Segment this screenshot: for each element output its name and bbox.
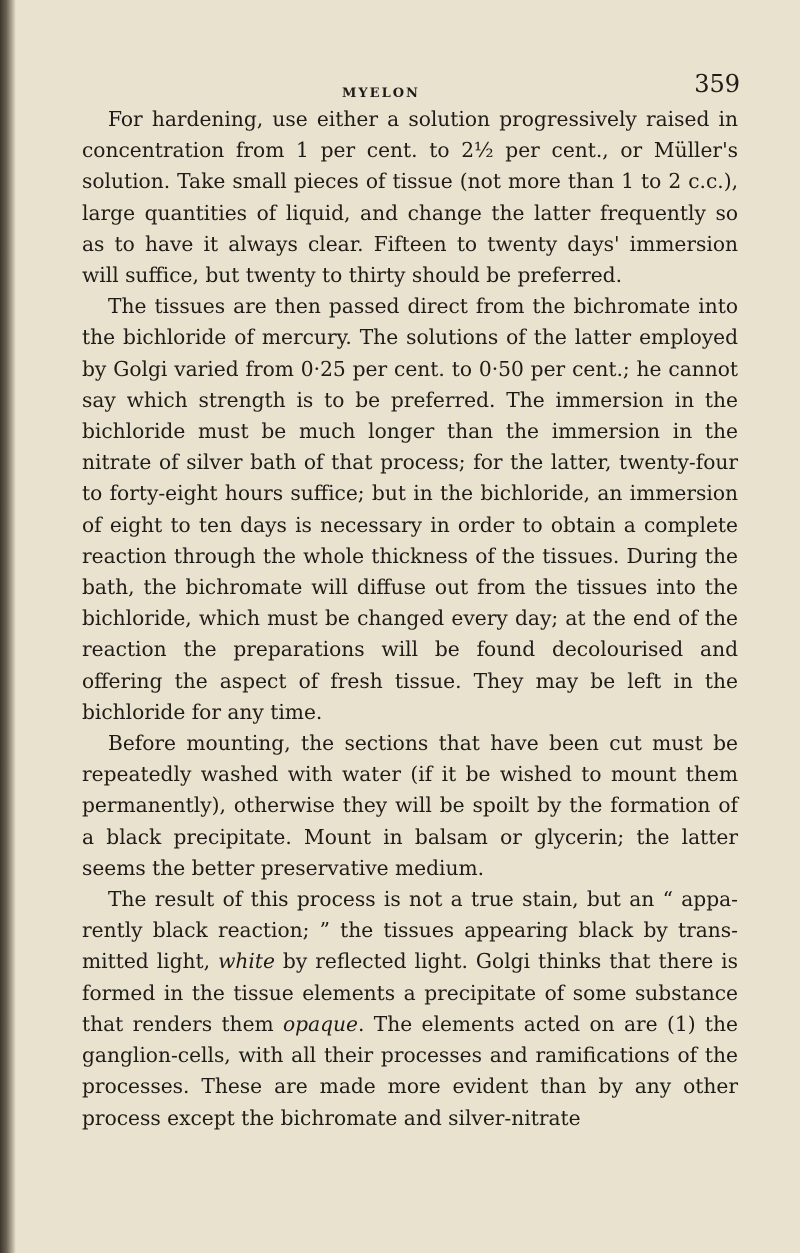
result-text-part-1: The result of this process is not a true stain, but an “ apparently black reaction; ” the tissues appearing black by transmitted light, [82,887,738,974]
paragraph-mounting: Before mounting, the sections that have been cut must be repeatedly washed with water (if it be wished to mount them permanently), otherwise they will be spoilt by the formation of a black precipitate. Mount in balsam or glycerin; the latter seems the better preservative medium. [82,731,738,880]
paragraph-result [82,884,738,1134]
result-text-part-3: . The elements acted on are (1) the ganglion-cells, with all their processes and ramifications of the processes. These are made more evident than by any other process except the bichromate and silver-nitrate [82,1011,738,1130]
running-head: MYELON [342,86,420,101]
result-text-part-2: by reflected light. Golgi thinks that there is formed in the tissue elements a precipitate of some substance that renders them [82,949,738,1036]
book-spine-edge [0,0,16,1253]
paragraph-hardening: For hardening, use either a solution progressively raised in concentration from 1 per cent. to 2½ per cent., or Müller's solution. Take small pieces of tissue (not more than 1 to 2 c.c.), large quantities of liquid, and change the latter frequently so as to have it always clear. Fifteen to twenty days' immersion will suffice, but twenty to thirty should be preferred. [82,107,738,288]
page-number: 359 [694,70,740,98]
paragraph-bichloride: The tissues are then passed direct from the bichromate into the bichloride of mercury. The solutions of the latter employed by Golgi varied from 0·25 per cent. to 0·50 per cent.; he cannot say which strength is to be preferred. The immersion in the bichloride must be much longer than the immersion in the nitrate of silver bath of that process; for the latter, twenty-four to forty-eight hours suffice; but in the bichloride, an immersion of eight to ten days is necessary in order to obtain a complete reaction through the whole thickness of the tissues. During the bath, the bichromate will diffuse out from the tissues into the bichloride, which must be changed every day; at the end of the reaction the preparations will be found decolourised and offering the aspect of fresh tissue. They may be left in the bichloride for any time. [82,294,738,724]
body-text [82,104,738,1134]
emphasis-opaque: opaque [283,1011,358,1036]
emphasis-white: white [218,949,275,974]
